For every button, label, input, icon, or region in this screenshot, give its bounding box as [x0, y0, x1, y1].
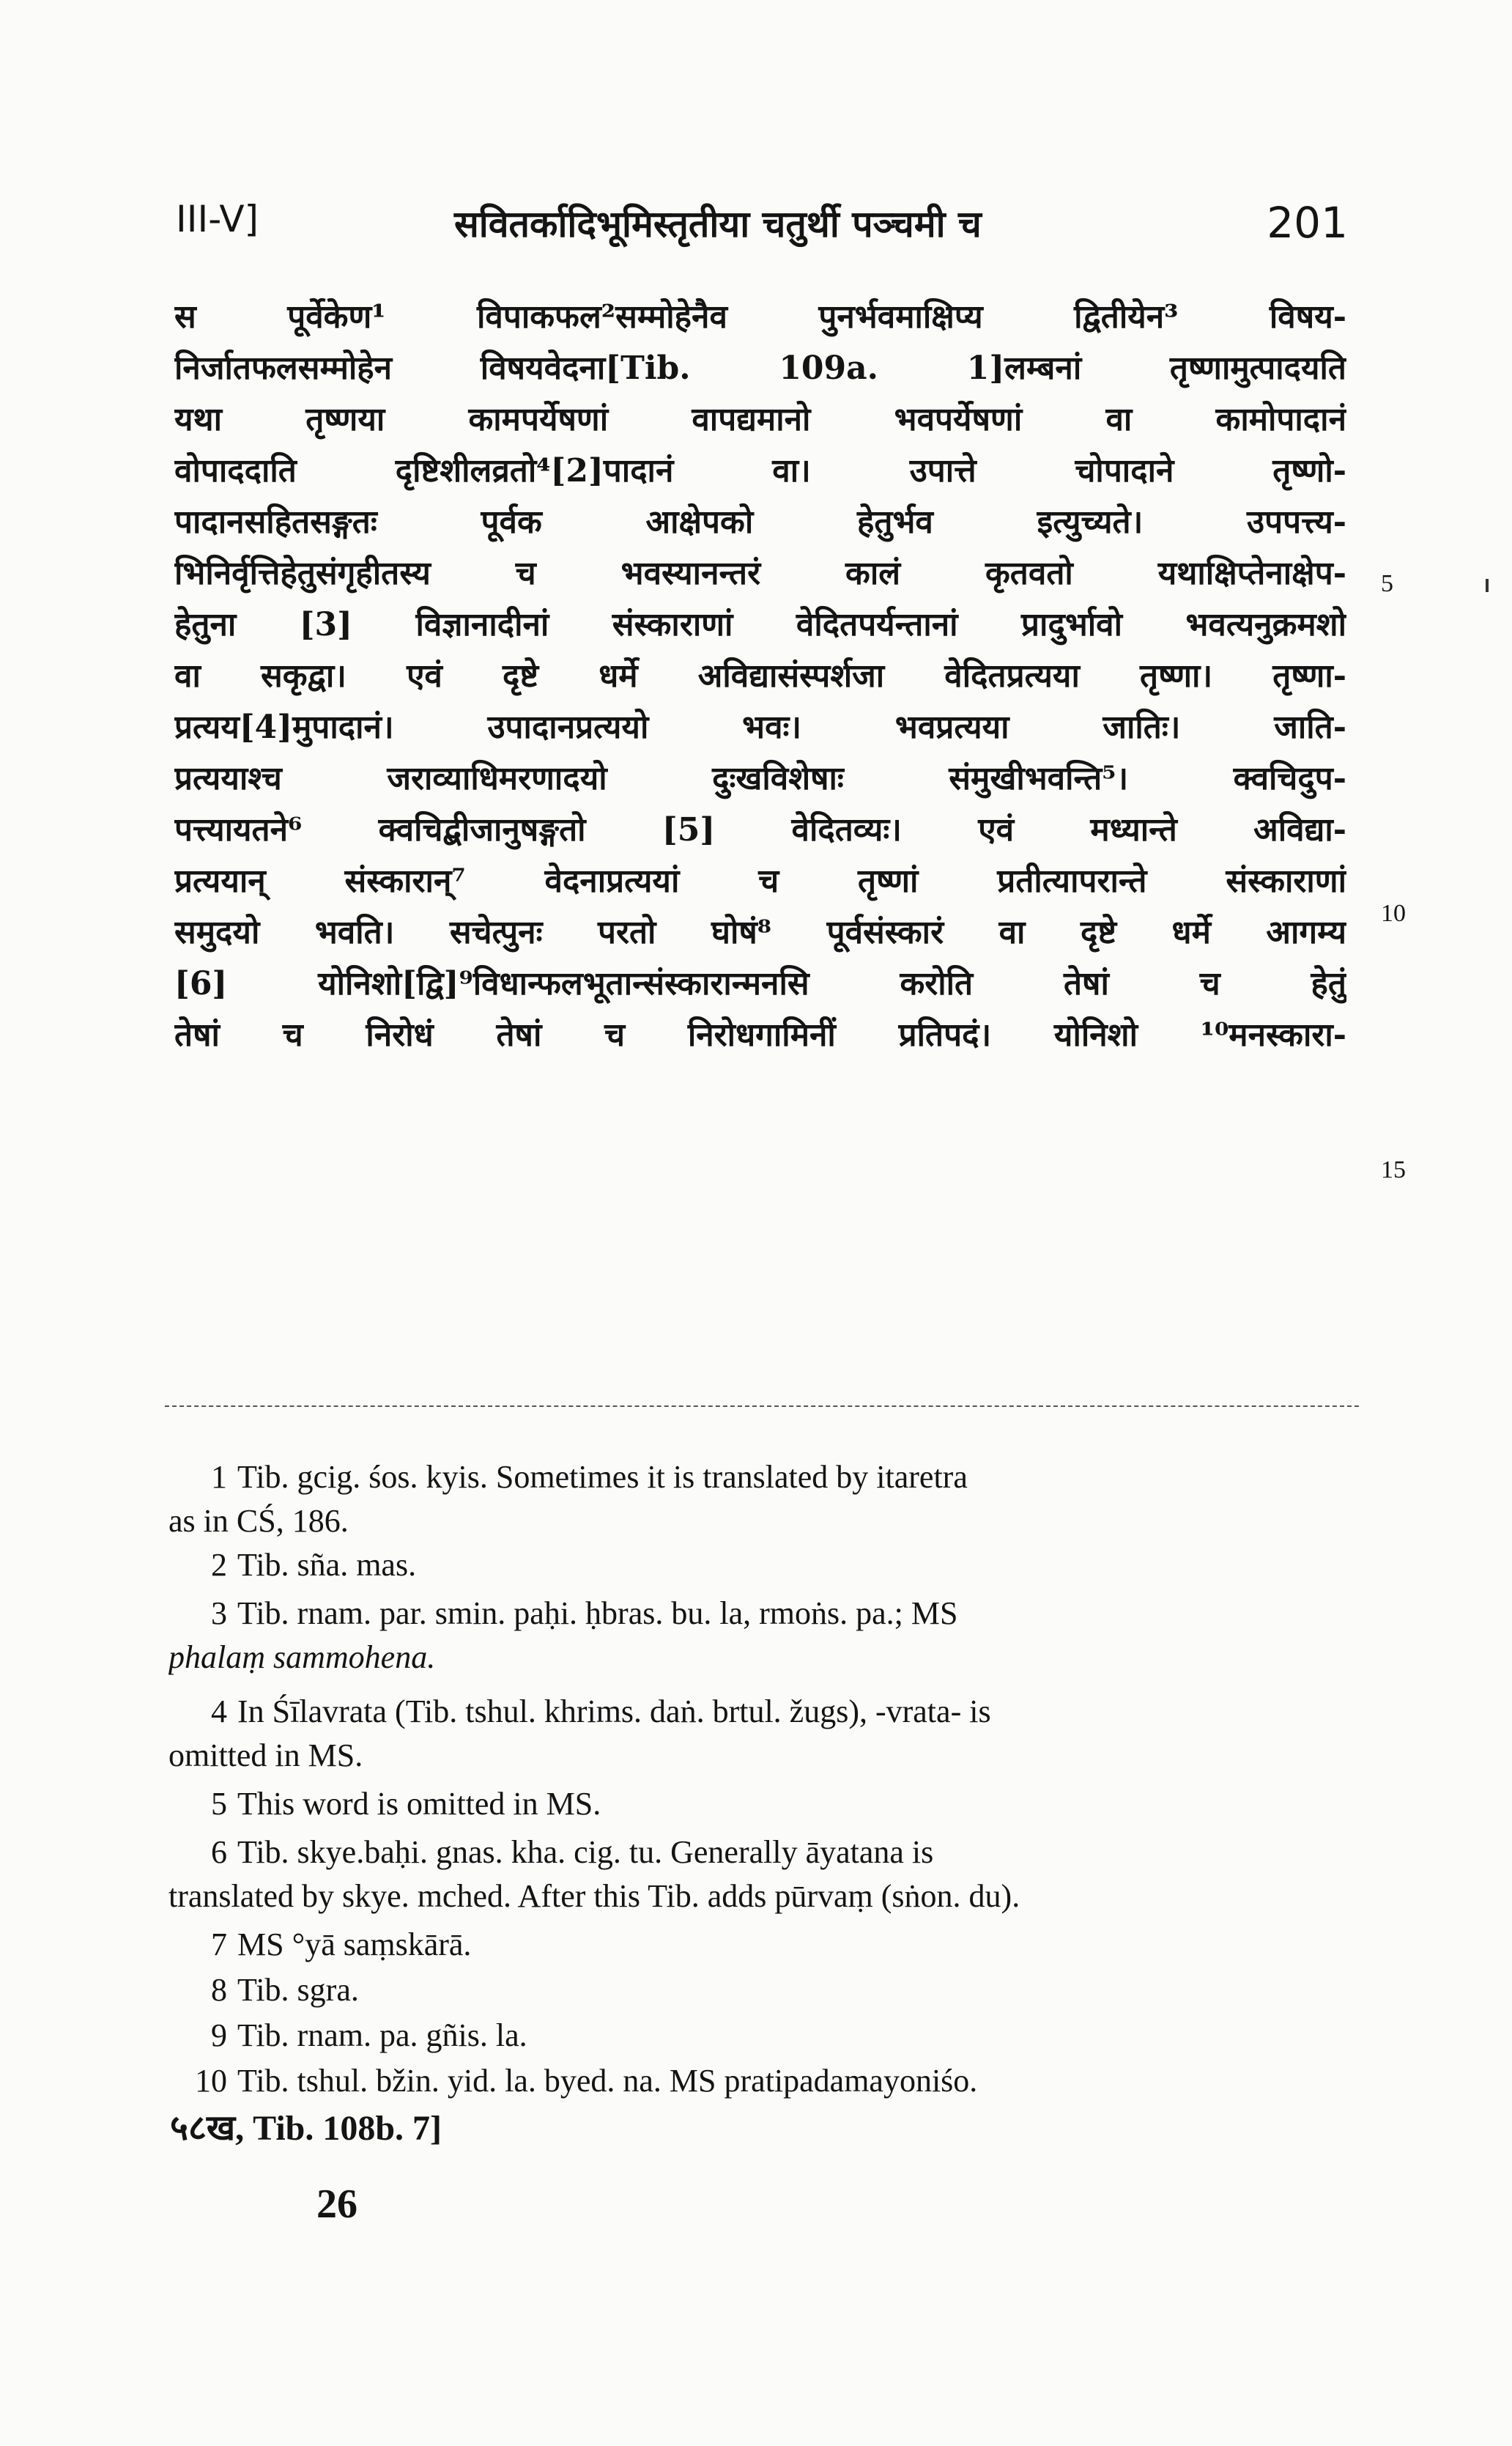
footnote: 5 This word is omitted in MS. [211, 1786, 601, 1822]
footnote: 4 In Śīlavrata (Tib. tshul. khrims. daṅ. brtul. žugs), -vrata- is [211, 1693, 991, 1729]
footnote: 10 Tib. tshul. bžin. yid. la. byed. na. MS pratipadamayoniśo. [195, 2063, 978, 2099]
text-line: पादानसहितसङ्गतः पूर्वक आक्षेपको हेतुर्भव इत्युच्यते। उपपत्त्य- [174, 503, 1346, 541]
running-head [176, 183, 1348, 249]
gathering-number: 26 [316, 2181, 357, 2227]
footnote: 9 Tib. rnam. pa. gñis. la. [211, 2017, 527, 2053]
text-line: प्रत्यय[4]मुपादानं। उपादानप्रत्ययो भवः। भवप्रत्यया जातिः। जाति- [174, 709, 1346, 746]
footnote-continuation: translated by skye. mched. After this Tib. adds pūrvaṃ (sṅon. du). [168, 1878, 1020, 1914]
page-number: 201 [1267, 198, 1348, 248]
text-line: निर्जातफलसम्मोहेन विषयवेदना[Tib. 109a. 1]लम्बनां तृष्णामुत्पादयति [174, 350, 1346, 387]
footnote-continuation: as in CŚ, 186. [168, 1503, 349, 1539]
text-line: प्रत्ययाश्च जराव्याधिमरणादयो दुःखविशेषाः संमुखीभवन्ति⁵। क्वचिदुप- [174, 760, 1346, 797]
running-title: सवितर्कादिभूमिस्तृतीया चतुर्थी पञ्चमी च [454, 202, 982, 245]
text-line: तेषां च निरोधं तेषां च निरोधगामिनीं प्रतिपदं। योनिशो ¹⁰मनस्कारा- [174, 1016, 1346, 1054]
line-number-10: 10 [1381, 900, 1406, 927]
footnote-continuation: phalaṃ sammohena. [168, 1639, 436, 1675]
text-line: स पूर्वेकेण¹ विपाकफल²सम्मोहेनैव पुनर्भवमाक्षिप्य द्वितीयेन³ विषय- [174, 298, 1346, 336]
footnote: 7 MS °yā saṃskārā. [211, 1926, 472, 1962]
text-line: समुदयो भवति। सचेत्पुनः परतो घोषं⁸ पूर्वसंस्कारं वा दृष्टे धर्मे आगम्य [174, 914, 1346, 951]
section-marker: III-V] [176, 198, 259, 240]
line-number-5: 5 [1381, 570, 1393, 597]
footnote-continuation: omitted in MS. [168, 1737, 363, 1773]
footnote: 2 Tib. sña. mas. [211, 1547, 417, 1583]
text-line: वा सकृद्वा। एवं दृष्टे धर्मे अविद्यासंस्पर्शजा वेदितप्रत्यया तृष्णा। तृष्णा- [174, 657, 1346, 695]
footnote-rule [165, 1405, 1359, 1407]
text-line: वोपाददाति दृष्टिशीलव्रतो⁴[2]पादानं वा। उपात्ते चोपादाने तृष्णो- [174, 452, 1346, 489]
footnote: 8 Tib. sgra. [211, 1972, 359, 2008]
text-line: भिनिर्वृत्तिहेतुसंगृहीतस्य च भवस्यानन्तरं कालं कृतवतो यथाक्षिप्तेनाक्षेप- [174, 555, 1346, 592]
footnote: 1 Tib. gcig. śos. kyis. Sometimes it is translated by itaretra [211, 1459, 968, 1495]
text-line: यथा तृष्णया कामपर्येषणां वापद्यमानो भवपर्येषणां वा कामोपादानं [174, 401, 1346, 438]
text-line: [6] योनिशो[द्वि]⁹विधान्फलभूतान्संस्कारान्मनसि करोति तेषां च हेतुं [174, 965, 1346, 1002]
footnote: 3 Tib. rnam. par. smin. paḥi. ḥbras. bu. la, rmoṅs. pa.; MS [211, 1595, 958, 1631]
text-line: पत्त्यायतने⁶ क्वचिद्बीजानुषङ्गतो [5] वेदितव्यः। एवं मध्यान्ते अविद्या- [174, 811, 1346, 849]
footnote: 6 Tib. skye.baḥi. gnas. kha. cig. tu. Generally āyatana is [211, 1834, 934, 1870]
manuscript-reference: ५८ख, Tib. 108b. 7] [170, 2109, 442, 2148]
text-line: प्रत्ययान् संस्कारान्⁷ वेदनाप्रत्ययां च तृष्णां प्रतीत्यापरान्ते संस्काराणां [174, 862, 1346, 900]
stray-mark [1486, 579, 1489, 592]
line-number-15: 15 [1381, 1156, 1406, 1183]
text-line: हेतुना [3] विज्ञानादीनां संस्काराणां वेदितपर्यन्तानां प्रादुर्भावो भवत्यनुक्रमशो [174, 606, 1346, 643]
